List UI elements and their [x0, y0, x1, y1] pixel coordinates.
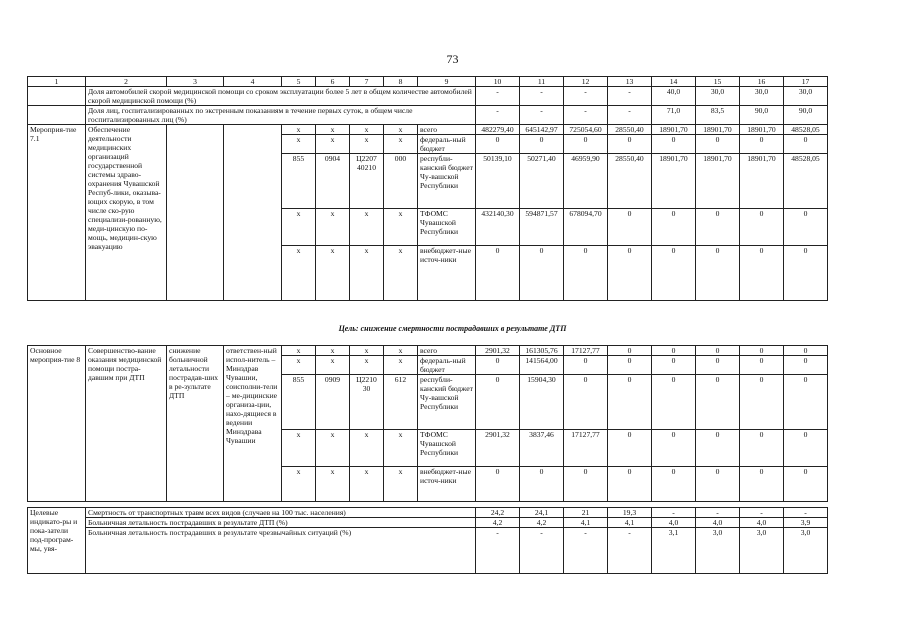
value-cell: 0	[608, 346, 652, 356]
value-cell: -	[476, 528, 520, 574]
source-cell: федераль-ный бюджет	[418, 356, 476, 375]
code-cell: x	[350, 346, 384, 356]
header-cell: 11	[520, 77, 564, 87]
code-cell: x	[282, 246, 316, 301]
value-cell: 0	[784, 246, 828, 301]
value-cell: 18901,70	[652, 125, 696, 135]
measure-executor: ответствен-ный испол-нитель – Минздрав Чувашии, соисполни-тели – ме-дицинские организа-ции, нахо-дящиеся в ведении Минздрава Чувашии	[224, 346, 282, 502]
source-cell: внебюджет-ные источ-ники	[418, 467, 476, 502]
value-cell: -	[520, 87, 564, 106]
value-cell: 0	[608, 430, 652, 467]
code-cell: x	[316, 467, 350, 502]
value-cell: 4,2	[476, 518, 520, 528]
code-cell: x	[282, 356, 316, 375]
value-cell: 18901,70	[652, 154, 696, 209]
code-cell: x	[384, 135, 418, 154]
indicator-text: Доля лиц, госпитализированных по экстренным показаниям в течение первых суток, в общем числе госпитализированных лиц (%)	[86, 106, 476, 125]
code-cell: Ц2207 40210	[350, 154, 384, 209]
header-cell: 1	[28, 77, 86, 87]
header-cell: 4	[224, 77, 282, 87]
value-cell: 17127,77	[564, 430, 608, 467]
value-cell: 0	[564, 467, 608, 502]
header-cell: 16	[740, 77, 784, 87]
code-cell: x	[316, 346, 350, 356]
source-cell: внебюджет-ные источ-ники	[418, 246, 476, 301]
value-cell: 0	[696, 246, 740, 301]
value-cell: 40,0	[652, 87, 696, 106]
value-cell: -	[608, 106, 652, 125]
value-cell: 0	[740, 135, 784, 154]
value-cell: 0	[696, 356, 740, 375]
value-cell: 2901,32	[476, 346, 520, 356]
source-cell: республи-канский бюджет Чу-вашской Республики	[418, 375, 476, 430]
source-cell: ТФОМС Чувашской Республики	[418, 209, 476, 246]
header-cell: 3	[167, 77, 224, 87]
measure-label: Основное мероприя-тие 8	[28, 346, 86, 502]
indicator-text: Больничная летальность пострадавших в результате ДТП (%)	[86, 518, 476, 528]
value-cell: 18901,70	[740, 154, 784, 209]
value-cell: 24,2	[476, 508, 520, 518]
code-cell: x	[350, 356, 384, 375]
code-cell: 0909	[316, 375, 350, 430]
empty-cell	[28, 106, 86, 125]
value-cell: 0	[476, 356, 520, 375]
code-cell: x	[384, 125, 418, 135]
value-cell: 30,0	[696, 87, 740, 106]
value-cell: 0	[608, 135, 652, 154]
value-cell: 15904,30	[520, 375, 564, 430]
header-cell: 9	[418, 77, 476, 87]
value-cell: 0	[784, 356, 828, 375]
code-cell: 0904	[316, 154, 350, 209]
target-indicators-table	[27, 507, 828, 574]
measure-name: Обеспечение деятельности медицинских организаций государственной системы здраво-охранения Чувашской Респуб-лики, оказыва-ющих скорую, в том числе ско-рую специализи-рованную, меди-цинскую по-мощь, медицин-скую эвакуацию	[86, 125, 167, 301]
indicator-text: Доля автомобилей скорой медицинской помощи со сроком эксплуатации более 5 лет в общем количестве автомобилей скорой медицинской помощи (%)	[86, 87, 476, 106]
header-cell: 8	[384, 77, 418, 87]
value-cell: 141564,00	[520, 356, 564, 375]
indicator-text: Смертность от транспортных травм всех видов (случаев на 100 тыс. населения)	[86, 508, 476, 518]
measure-row	[28, 346, 828, 356]
value-cell: 3,0	[696, 528, 740, 574]
source-cell: федераль-ный бюджет	[418, 135, 476, 154]
code-cell: x	[316, 430, 350, 467]
value-cell: 0	[520, 246, 564, 301]
header-cell: 12	[564, 77, 608, 87]
value-cell: 18901,70	[696, 125, 740, 135]
value-cell: 90,0	[740, 106, 784, 125]
value-cell: 0	[740, 209, 784, 246]
value-cell: 0	[652, 356, 696, 375]
code-cell: 855	[282, 375, 316, 430]
value-cell: 432140,30	[476, 209, 520, 246]
value-cell: -	[608, 87, 652, 106]
value-cell: 48528,05	[784, 125, 828, 135]
source-cell: ТФОМС Чувашской Республики	[418, 430, 476, 467]
header-cell: 7	[350, 77, 384, 87]
value-cell: 2901,32	[476, 430, 520, 467]
indicator-row	[28, 87, 828, 106]
measure-target: снижение больничной летальности пострадав-ших в ре-зультате ДТП	[167, 346, 224, 502]
value-cell: 48528,05	[784, 154, 828, 209]
value-cell: -	[652, 508, 696, 518]
code-cell: Ц2210 30	[350, 375, 384, 430]
value-cell: 0	[608, 356, 652, 375]
code-cell: x	[350, 135, 384, 154]
header-cell: 13	[608, 77, 652, 87]
value-cell: -	[608, 528, 652, 574]
value-cell: -	[784, 508, 828, 518]
value-cell: 0	[696, 430, 740, 467]
value-cell: 0	[564, 246, 608, 301]
value-cell: 4,0	[652, 518, 696, 528]
value-cell: 18901,70	[740, 125, 784, 135]
measure-label: Мероприя-тие 7.1	[28, 125, 86, 301]
value-cell: 50139,10	[476, 154, 520, 209]
value-cell: 0	[652, 467, 696, 502]
value-cell: 0	[564, 356, 608, 375]
value-cell: 0	[784, 135, 828, 154]
header-cell: 10	[476, 77, 520, 87]
empty-cell	[28, 87, 86, 106]
code-cell: x	[282, 135, 316, 154]
value-cell: 0	[520, 467, 564, 502]
target-row	[28, 528, 828, 574]
value-cell: 0	[696, 209, 740, 246]
budget-table-lower	[27, 345, 828, 502]
page-number: 73	[446, 52, 459, 66]
value-cell: 594871,57	[520, 209, 564, 246]
code-cell: x	[282, 125, 316, 135]
value-cell: -	[696, 508, 740, 518]
value-cell: 3,0	[740, 528, 784, 574]
value-cell: 645142,97	[520, 125, 564, 135]
value-cell: 0	[696, 375, 740, 430]
value-cell: 0	[784, 430, 828, 467]
code-cell: x	[282, 346, 316, 356]
targets-label: Целевые индикато-ры и пока-затели под-програм-мы, увя-	[28, 508, 86, 574]
source-cell: всего	[418, 125, 476, 135]
value-cell: 0	[740, 430, 784, 467]
value-cell: 4,0	[740, 518, 784, 528]
target-row	[28, 518, 828, 528]
header-cell: 15	[696, 77, 740, 87]
value-cell: 3837,46	[520, 430, 564, 467]
code-cell: 855	[282, 154, 316, 209]
value-cell: 30,0	[740, 87, 784, 106]
header-cell: 17	[784, 77, 828, 87]
value-cell: 482279,40	[476, 125, 520, 135]
code-cell: x	[350, 467, 384, 502]
code-cell: x	[384, 430, 418, 467]
code-cell: x	[384, 246, 418, 301]
value-cell: 71,0	[652, 106, 696, 125]
value-cell: -	[564, 106, 608, 125]
value-cell: 90,0	[784, 106, 828, 125]
value-cell: 46959,90	[564, 154, 608, 209]
value-cell: 0	[652, 430, 696, 467]
code-cell: x	[350, 246, 384, 301]
value-cell: 0	[564, 375, 608, 430]
value-cell: 28550,40	[608, 125, 652, 135]
empty-cell	[167, 125, 224, 301]
value-cell: 0	[740, 467, 784, 502]
code-cell: 612	[384, 375, 418, 430]
value-cell: 0	[564, 135, 608, 154]
value-cell: 0	[740, 375, 784, 430]
budget-table-upper	[27, 76, 828, 301]
code-cell: x	[350, 430, 384, 467]
value-cell: -	[564, 528, 608, 574]
value-cell: -	[476, 87, 520, 106]
value-cell: 0	[520, 135, 564, 154]
value-cell: 0	[652, 209, 696, 246]
code-cell: x	[282, 430, 316, 467]
code-cell: x	[384, 346, 418, 356]
value-cell: -	[740, 508, 784, 518]
value-cell: -	[564, 87, 608, 106]
value-cell: 4,0	[696, 518, 740, 528]
code-cell: x	[384, 209, 418, 246]
value-cell: 0	[608, 467, 652, 502]
value-cell: 0	[652, 135, 696, 154]
code-cell: x	[350, 125, 384, 135]
value-cell: 0	[652, 346, 696, 356]
indicator-row	[28, 106, 828, 125]
value-cell: 4,1	[608, 518, 652, 528]
value-cell: 0	[696, 346, 740, 356]
value-cell: 17127,77	[564, 346, 608, 356]
value-cell: 0	[608, 209, 652, 246]
code-cell: x	[316, 209, 350, 246]
value-cell: 0	[696, 135, 740, 154]
value-cell: 24,1	[520, 508, 564, 518]
code-cell: x	[350, 209, 384, 246]
code-cell: x	[316, 125, 350, 135]
measure-name: Совершенство-вание оказания медицинской помощи постра-давшим при ДТП	[86, 346, 167, 502]
code-cell: x	[316, 135, 350, 154]
value-cell: 18901,70	[696, 154, 740, 209]
header-cell: 5	[282, 77, 316, 87]
target-row	[28, 508, 828, 518]
indicator-text: Больничная летальность пострадавших в результате чрезвычайных ситуаций (%)	[86, 528, 476, 574]
empty-cell	[224, 125, 282, 301]
source-cell: республи-канский бюджет Чу-вашской Республики	[418, 154, 476, 209]
value-cell: 0	[608, 375, 652, 430]
value-cell: 0	[784, 209, 828, 246]
value-cell: 19,3	[608, 508, 652, 518]
header-cell: 2	[86, 77, 167, 87]
header-row	[28, 77, 828, 87]
value-cell: 0	[652, 375, 696, 430]
code-cell: 000	[384, 154, 418, 209]
code-cell: x	[384, 356, 418, 375]
code-cell: x	[282, 209, 316, 246]
header-cell: 6	[316, 77, 350, 87]
value-cell: 0	[740, 346, 784, 356]
value-cell: 3,9	[784, 518, 828, 528]
value-cell: 21	[564, 508, 608, 518]
header-cell: 14	[652, 77, 696, 87]
value-cell: -	[520, 528, 564, 574]
value-cell: -	[476, 106, 520, 125]
source-cell: всего	[418, 346, 476, 356]
value-cell: 0	[476, 135, 520, 154]
value-cell: 0	[784, 467, 828, 502]
code-cell: x	[316, 356, 350, 375]
value-cell: 83,5	[696, 106, 740, 125]
code-cell: x	[384, 467, 418, 502]
value-cell: 0	[696, 467, 740, 502]
value-cell: 50271,40	[520, 154, 564, 209]
value-cell: 161305,76	[520, 346, 564, 356]
code-cell: x	[282, 467, 316, 502]
value-cell: 0	[740, 356, 784, 375]
value-cell: 28550,40	[608, 154, 652, 209]
value-cell: 30,0	[784, 87, 828, 106]
value-cell: 0	[740, 246, 784, 301]
measure-row	[28, 125, 828, 135]
value-cell: 0	[784, 346, 828, 356]
value-cell: 725054,60	[564, 125, 608, 135]
value-cell: 0	[652, 246, 696, 301]
value-cell: 3,0	[784, 528, 828, 574]
value-cell: 4,2	[520, 518, 564, 528]
goal-title: Цель: снижение смертности пострадавших в результате ДТП	[338, 324, 567, 333]
code-cell: x	[316, 246, 350, 301]
value-cell: 678094,70	[564, 209, 608, 246]
value-cell: 0	[476, 375, 520, 430]
value-cell: 0	[476, 246, 520, 301]
value-cell: -	[520, 106, 564, 125]
value-cell: 3,1	[652, 528, 696, 574]
value-cell: 0	[476, 467, 520, 502]
value-cell: 0	[608, 246, 652, 301]
value-cell: 4,1	[564, 518, 608, 528]
value-cell: 0	[784, 375, 828, 430]
